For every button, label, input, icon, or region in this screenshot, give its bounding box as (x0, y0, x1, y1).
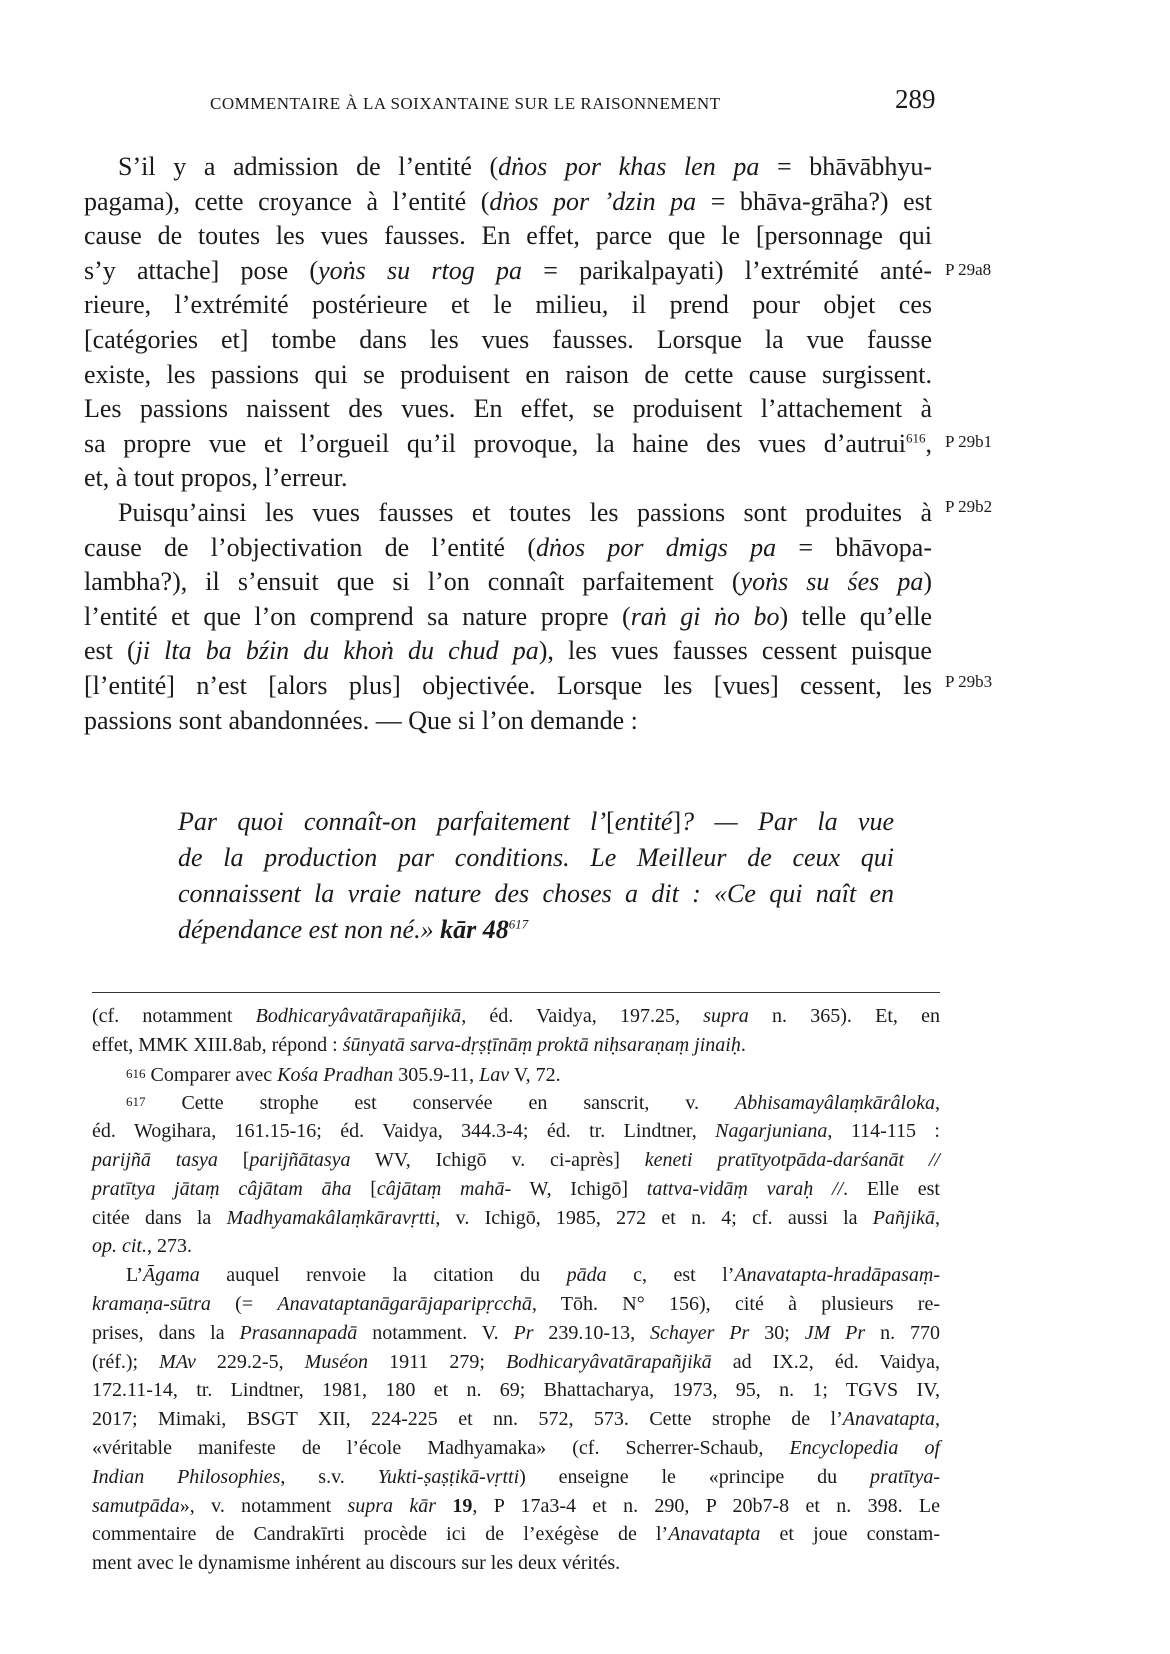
footnote-line: samutpāda», v. notamment supra kār 19, P 17a3-4 et n. 290, P 20b7-8 et n. 398. Le (92, 1494, 940, 1517)
footnote-line: 2017; Mimaki, BSGT XII, 224-225 et nn. 572, 573. Cette strophe de l’Anavatapta, (92, 1408, 940, 1431)
footnote-number: 617 (126, 1094, 146, 1110)
text-line: passions sont abandonnées. — Que si l’on demande : (84, 705, 638, 735)
footnote-line: op. cit., 273. (92, 1235, 192, 1258)
footnote-line: effet, MMK XIII.8ab, répond : śūnyatā sarva-dṛṣṭīnāṃ proktā niḥsaraṇaṃ jinaiḥ. (92, 1033, 746, 1056)
text-line: sa propre vue et l’orgueil qu’il provoque, la haine des vues d’autrui$^{616}$, (84, 428, 932, 458)
footnote-line: (réf.); MAv 229.2-5, Muséon 1911 279; Bodhicaryâvatārapañjikā ad IX.2, éd. Vaidya, (92, 1350, 940, 1373)
text-line: Les passions naissent des vues. En effet, se produisent l’attachement à (84, 394, 932, 424)
footnote-line: (cf. notamment Bodhicaryâvatārapañjikā, éd. Vaidya, 197.25, supra n. 365). Et, en (92, 1005, 940, 1027)
margin-ref: P 29b3 (945, 672, 993, 691)
text-line: est (ji lta ba bźin du khoṅ du chud pa), les vues fausses cessent puisque (84, 636, 932, 666)
footnote-616: 616 Comparer avec Kośa Pradhan 305.9-11, Lav V, 72. (126, 1063, 561, 1086)
text-line: pagama), cette croyance à l’entité (dṅos por ’dzin pa = bhāva-grāha?) est (84, 186, 932, 216)
text-line: [l’entité] n’est [alors plus] objectivée. Lorsque les [vues] cessent, les (84, 670, 932, 700)
footnote-line: citée dans la Madhyamakâlaṃkāravṛtti, v. Ichigō, 1985, 272 et n. 4; cf. aussi la Pañjikā, (92, 1206, 940, 1229)
footnote-ref[interactable]: 616 (906, 430, 926, 446)
text-line: S’il y a admission de l’entité (dṅos por khas len pa = bhāvābhyu- (118, 152, 932, 181)
footnote-line: parijñā tasya [parijñātasya WV, Ichigō v. ci-après] keneti pratītyotpāda-darśanāt // (92, 1148, 940, 1171)
text-line: Puisqu’ainsi les vues fausses et toutes les passions sont produites à (118, 497, 932, 527)
footnote-617: 617 Cette strophe est conservée en sanscrit, v. Abhisamayâlaṃkārâloka, (126, 1092, 940, 1115)
footnote-line: Indian Philosophies, s.v. Yukti-ṣaṣṭikā-vṛtti) enseigne le «principe du pratītya- (92, 1465, 941, 1488)
text-line: et, à tout propos, l’erreur. (84, 463, 348, 493)
verse-quote (178, 804, 894, 948)
footnote-number: 616 (126, 1065, 146, 1081)
footnote-rule (92, 992, 940, 993)
footnote-line: prises, dans la Prasannapadā notamment. V. Pr 239.10-13, Schayer Pr 30; JM Pr n. 770 (92, 1321, 940, 1344)
text-line: cause de toutes les vues fausses. En effet, parce que le [personnage qui (84, 221, 932, 251)
main-text (84, 150, 932, 738)
verse-reference: kār 48 (440, 915, 509, 944)
running-head: COMMENTAIRE À LA SOIXANTAINE SUR LE RAISONNEMENT (210, 94, 721, 113)
footnote-line: kramaṇa-sūtra (= Anavataptanāgarājaparipṛcchā, Tōh. N° 156), cité à plusieurs re- (92, 1292, 940, 1315)
text-line: existe, les passions qui se produisent en raison de cette cause surgissent. (84, 359, 932, 389)
margin-ref: P 29a8 (945, 260, 992, 279)
footnote-line: 172.11-14, tr. Lindtner, 1981, 180 et n. 69; Bhattacharya, 1973, 95, n. 1; TGVS IV, (92, 1379, 940, 1402)
text-line: lambha?), il s’ensuit que si l’on connaît parfaitement (yoṅs su śes pa) (84, 567, 932, 597)
margin-ref: P 29b1 (945, 432, 993, 451)
footnote-line: pratītya jātaṃ câjātam āha [câjātaṃ mahā- W, Ichigō] tattva-vidāṃ varaḥ //. Elle est (92, 1177, 940, 1200)
page-number: 289 (895, 84, 936, 114)
text-line: [catégories et] tombe dans les vues fausses. Lorsque la vue fausse (84, 324, 932, 354)
text-line: s’y attache] pose (yoṅs su rtog pa = parikalpayati) l’extrémité anté- (84, 255, 933, 285)
verse-line: de la production par conditions. Le Meilleur de ceux qui (178, 843, 894, 872)
footnote-ref[interactable]: 617 (508, 916, 529, 932)
margin-ref: P 29b2 (945, 497, 993, 516)
text-line: l’entité et que l’on comprend sa nature propre (raṅ gi ṅo bo) telle qu’elle (84, 601, 932, 631)
text-line: cause de l’objectivation de l’entité (dṅos por dmigs pa = bhāvopa- (84, 532, 932, 562)
footnote-line: éd. Wogihara, 161.15-16; éd. Vaidya, 344.3-4; éd. tr. Lindtner, Nagarjuniana, 114-115 : (92, 1120, 940, 1143)
verse-line: connaissent la vraie nature des choses a dit : «Ce qui naît en (178, 879, 894, 908)
verse-line: Par quoi connaît-on parfaitement l’[entité]? — Par la vue (178, 807, 894, 836)
footnote-line: ment avec le dynamisme inhérent au discours sur les deux vérités. (92, 1552, 621, 1575)
footnotes (92, 1002, 940, 1578)
footnote-line: «véritable manifeste de l’école Madhyamaka» (cf. Scherrer-Schaub, Encyclopedia of (92, 1436, 940, 1459)
text-line: rieure, l’extrémité postérieure et le milieu, il prend pour objet ces (84, 290, 932, 320)
footnote-line: commentaire de Candrakīrti procède ici de l’exégèse de l’Anavatapta et joue constam- (92, 1523, 940, 1546)
verse-line: dépendance est non né.» kār $48^{617}$ (178, 915, 529, 944)
footnote-line: L’Āgama auquel renvoie la citation du pāda c, est l’Anavatapta-hradāpasaṃ- (126, 1264, 940, 1287)
